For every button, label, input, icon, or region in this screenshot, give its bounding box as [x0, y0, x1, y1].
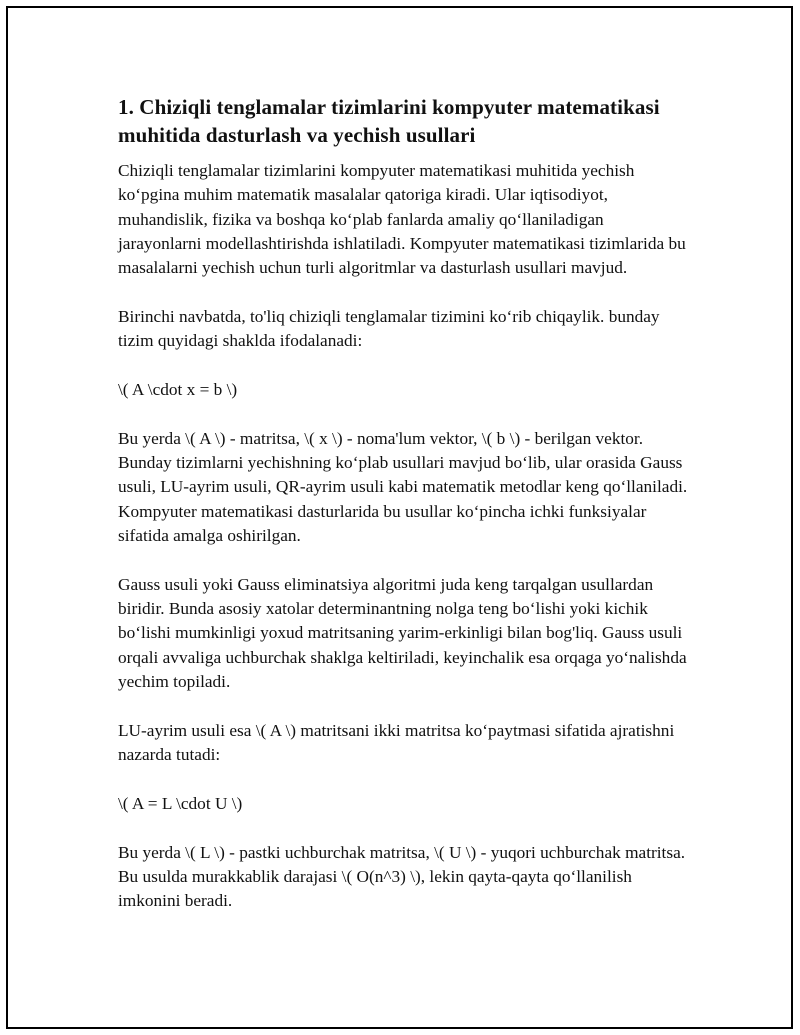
paragraph-system-form: Birinchi navbatda, to'liq chiziqli tenglamalar tizimini ko‘rib chiqaylik. bunday tizim quyidagi shaklda ifodalanadi: — [118, 306, 660, 351]
section-title-line-1: 1. Chiziqli tenglamalar tizimlarini kompyuter matematikasi — [118, 95, 660, 119]
paragraph-lu-complexity: Bu yerda \( L \) - pastki uchburchak matritsa, \( U \) - yuqori uchburchak matritsa. Bu usulda murakkablik darajasi \( O(n^3) \), lekin qayta-qayta qo‘llanilish imkonini beradi. — [118, 842, 686, 911]
paragraph-gauss: Gauss usuli yoki Gauss eliminatsiya algoritmi juda keng tarqalgan usullardan biridir. Bunda asosiy xatolar determinantning nolga teng bo‘lishi yoki kichik bo‘lishi mumkinligi yoxud matritsaning yarim-erkinligi bilan bog'liq. Gauss usuli orqali avvaliga uchburchak shaklga keltiriladi, keyinchalik esa orqaga yo‘nalishda yechim topiladi. — [118, 574, 687, 692]
paragraph-methods: Bu yerda \( A \) - matritsa, \( x \) - noma'lum vektor, \( b \) - berilgan vektor. Bunday tizimlarni yechishning ko‘plab usullari mavjud bo‘lib, ular orasida Gauss usuli, LU-ayrim usuli, QR-ayrim usuli kabi matematik metodlar keng qo‘llaniladi. Kompyuter matematikasi dasturlarida bu usullar ko‘pincha ichki funksiyalar sifatida amalga oshirilgan. — [118, 428, 688, 546]
section-title — [118, 93, 688, 149]
formula-ax-equals-b: \( A \cdot x = b \) — [118, 380, 238, 400]
section-title-line-2: muhitida dasturlash va yechish usullari — [118, 123, 476, 147]
formula-a-equals-lu: \( A = L \cdot U \) — [118, 793, 243, 813]
paragraph-intro: Chiziqli tenglamalar tizimlarini kompyuter matematikasi muhitida yechish ko‘pgina muhim matematik masalalar qatoriga kiradi. Ular iqtisodiyot, muhandislik, fizika va boshqa ko‘plab fanlarda amaliy qo‘llaniladigan jarayonlarni modellashtirishda ishlatiladi. Kompyuter matematikasi tizimlarida bu masalalarni yechish uchun turli algoritmlar va dasturlash usullari mavjud. — [118, 161, 686, 278]
document-body — [118, 93, 688, 938]
paragraph-lu: LU-ayrim usuli esa \( A \) matritsani ikki matritsa ko‘paytmasi sifatida ajratishni nazarda tutadi: — [118, 720, 675, 765]
